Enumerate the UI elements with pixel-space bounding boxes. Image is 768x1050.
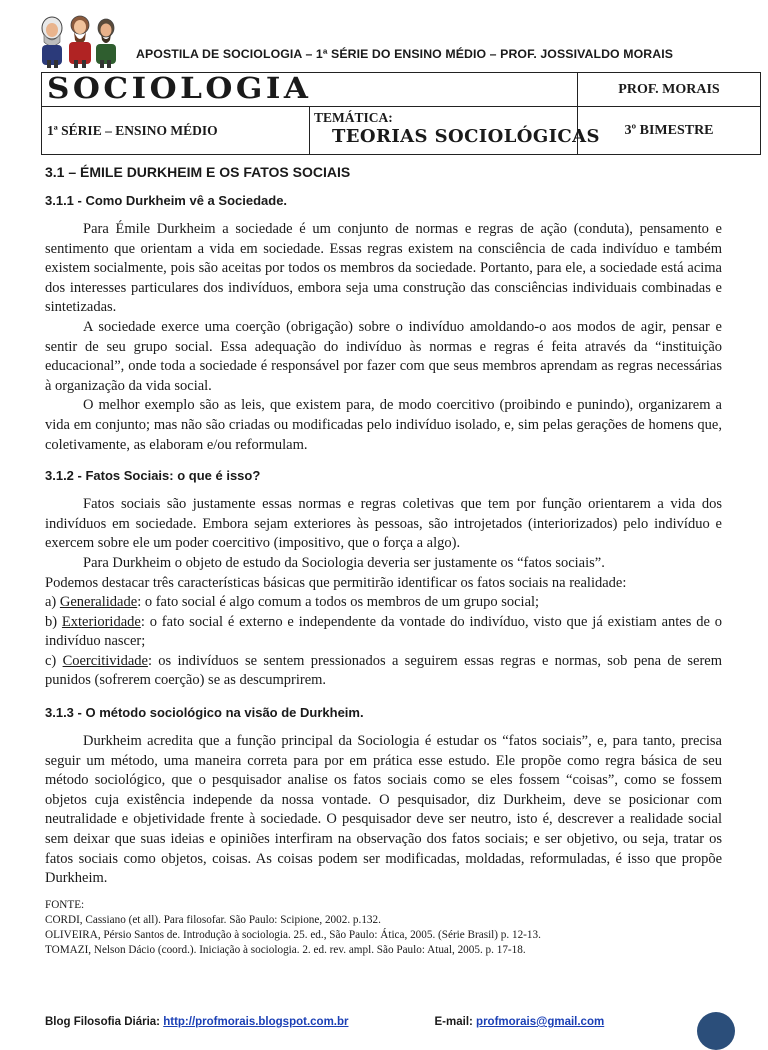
list-text: : o fato social é externo e independente da vontade do indivíduo, visto que já existiam antes de o indivíduo nascer; — [45, 613, 722, 650]
list-term: Exterioridade — [61, 613, 141, 630]
page-footer — [45, 1016, 604, 1028]
main-content — [45, 162, 722, 958]
list-item — [45, 613, 722, 652]
title-cell — [42, 73, 578, 107]
tematica-cell — [310, 107, 600, 155]
page-number-badge — [697, 1012, 735, 1050]
apostila-title: APOSTILA DE SOCIOLOGIA – 1ª SÉRIE DO ENSINO MÉDIO – PROF. JOSSIVALDO MORAIS — [136, 47, 674, 61]
page-header — [0, 0, 768, 72]
source-item: TOMAZI, Nelson Dácio (coord.). Iniciação à sociologia. 2. ed. rev. ampl. São Paulo: Atual, 2005. p. 17-18. — [45, 943, 526, 956]
email-link[interactable]: profmorais@gmail.com — [476, 1016, 605, 1028]
list-prefix: a) — [45, 594, 60, 611]
three-sociologists-caricature-icon — [36, 12, 122, 68]
list-intro: Podemos destacar três características básicas que permitirão identificar os fatos sociais na realidade: — [45, 574, 627, 591]
list-term: Generalidade — [59, 594, 138, 611]
paragraph: Fatos sociais são justamente essas normas e regras coletivas que tem por função orientarem a vida dos indivíduos em sociedade. Embora sejam exteriores às pessoas, são introjetados (interiorizados) pelo indivíduo e exercem sobre ele um poder coercitivo (impositivo, que o força a algo). — [45, 496, 722, 552]
sources — [45, 898, 722, 958]
sources-label: FONTE: — [45, 898, 85, 911]
blog-label: Blog Filosofia Diária: — [45, 1016, 164, 1028]
list-prefix: c) — [45, 652, 63, 669]
email-label: E-mail: — [434, 1016, 477, 1028]
paragraph: O melhor exemplo são as leis, que existem para, de modo coercitivo (proibindo e punindo), organizarem a vida em conjunto; mas não são criadas ou modificadas pelo indivíduo isolado, e, sim pelas gerações de homens que, coletivamente, as elaboram e/ou reformulam. — [45, 397, 722, 453]
tematica-label: TEMÁTICA: — [314, 110, 393, 125]
list-text: : os indivíduos se sentem pressionados a seguirem essas regras e normas, sob pena de serem punidos (sofrerem coerção) se as descumprirem. — [45, 652, 723, 689]
subsection-heading-3: 3.1.3 - O método sociológico na visão de Durkheim. — [45, 705, 364, 721]
subsection-heading-1: 3.1.1 - Como Durkheim vê a Sociedade. — [45, 193, 288, 208]
section-heading: 3.1 – ÉMILE DURKHEIM E OS FATOS SOCIAIS — [45, 164, 351, 180]
title-table — [41, 72, 761, 155]
blog-link[interactable]: http://profmorais.blogspot.com.br — [163, 1016, 349, 1028]
paragraph: Durkheim acredita que a função principal da Sociologia é estudar os “fatos sociais”, e, para tanto, precisa seguir um método, uma maneira correta para por em prática esse estudo. Ele propõe como regra básica de seu método sociológico, que o pesquisador analise os fatos sociais como se eles fossem “coisas”, como se fossem objetos cuja existência independe da nossa vontade. O pesquisador, diz Durkheim, deve se posicionar com neutralidade e objetividade frente à sociedade. O pesquisador deve ser neutro, isto é, descrever a realidade social sem deixar que suas ideias e opiniões interfiram na observação dos fatos sociais; e ser objetivo, ou seja, tratar os fatos sociais como objetos, coisas. As coisas podem ser modificadas, moldadas, reformuladas, é isso que propõe Durkheim. — [45, 733, 722, 887]
bimestre-cell: 3º BIMESTRE — [578, 107, 761, 155]
paragraph: A sociedade exerce uma coerção (obrigação) sobre o indivíduo amoldando-o aos modos de agir, pensar e sentir de seu grupo social. Essa adequação do indivíduo às normas e regras é feita através da “instituição educacional”, onde toda a sociedade é responsável por fazer com que seus membros aprendam as regras necessárias à organização da vida social. — [45, 318, 722, 394]
document-title: SOCIOLOGIA — [47, 72, 312, 106]
list-prefix: b) — [45, 613, 62, 630]
list-item — [45, 652, 722, 691]
serie-cell: 1ª SÉRIE – ENSINO MÉDIO — [42, 107, 310, 155]
paragraph: Para Émile Durkheim a sociedade é um conjunto de normas e regras de ação (conduta), pensamento e sentimento que orientam a vida em sociedade. Essas regras existem na consciência de cada indivíduo e também existem socialmente, pois são aceitas por todos os membros da sociedade. Portanto, para ele, a sociedade está acima dos interesses particulares dos indivíduos, embora seja uma construção das consciências individuais combinadas e sintetizadas. — [45, 221, 722, 316]
list-item — [45, 593, 722, 613]
prof-cell: PROF. MORAIS — [578, 73, 761, 107]
subsection-heading-2: 3.1.2 - Fatos Sociais: o que é isso? — [45, 468, 261, 484]
source-item: CORDI, Cassiano (et all). Para filosofar. São Paulo: Scipione, 2002. p.132. — [45, 913, 381, 926]
list-term: Coercitividade — [62, 652, 148, 669]
tematica-text: TEORIAS SOCIOLÓGICAS — [332, 126, 600, 147]
list-text: : o fato social é algo comum a todos os membros de um grupo social; — [137, 594, 540, 611]
paragraph: Para Durkheim o objeto de estudo da Sociologia deveria ser justamente os “fatos sociais”. — [83, 554, 605, 571]
source-item: OLIVEIRA, Pérsio Santos de. Introdução à sociologia. 25. ed., São Paulo: Ática, 2005. (Série Brasil) p. 12-13. — [45, 928, 541, 941]
